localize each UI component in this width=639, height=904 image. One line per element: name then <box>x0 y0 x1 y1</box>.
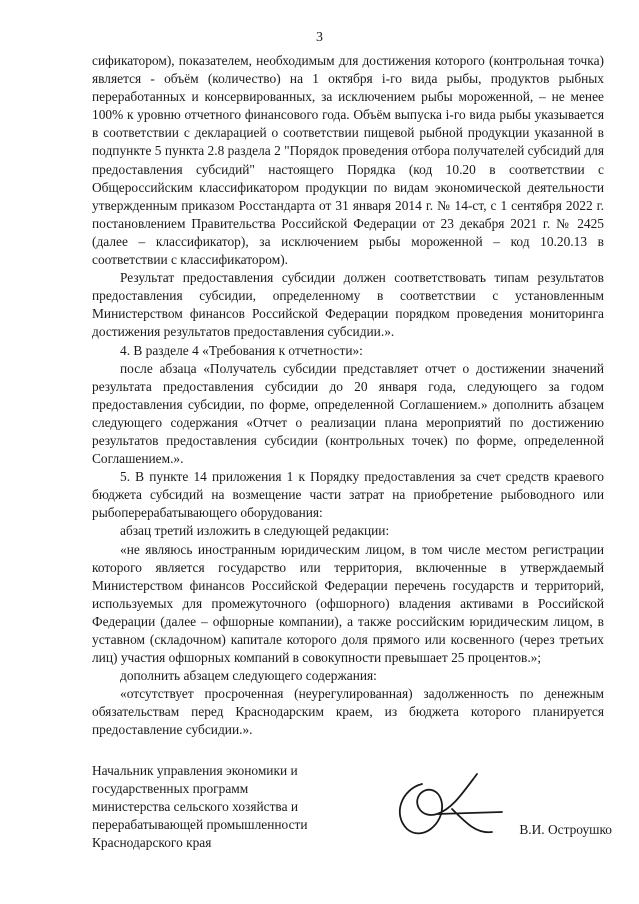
paragraph-after-abzac: после абзаца «Получатель субсидии представляет отчет о достижении значений результата предоставления субсидии до 20 января года, следующего за годом предоставления субсидии, по форме, определенной Соглашением.» дополнить абзацем следующего содержания «Отчет о реализации плана мероприятий по достижению результатов предоставления субсидии (контрольных точек) по форме, определенной Соглашением.». <box>92 360 604 467</box>
handwritten-signature-icon <box>382 754 512 854</box>
paragraph-continuation: сификатором), показателем, необходимым для достижения которого (контрольная точка) является - объём (количество) на 1 октября i-го вида рыбы, продуктов рыбных переработанных и консервированных, за исключением рыбы мороженной, – не менее 100% к уровню отчетного финансового года. Объём выпуска i-го вида рыбы указывается в соответствии с декларацией о соответствии пищевой рыбной продукции указанной в подпункте 5 пункта 2.8 раздела 2 "Порядок проведения отбора получателей субсидий для предоставления субсидий" настоящего Порядка (код 10.20 в соответствии с Общероссийским классификатором продукции по видам экономической деятельности утвержденным приказом Росстандарта от 31 января 2014 г. № 14-ст, с 1 сентября 2022 г. постановлением Правительства Российской Федерации от 23 декабря 2021 г. № 2425 (далее – классификатор), за исключением рыбы мороженной – код 10.20.13 в соответствии с классификатором). <box>92 53 604 268</box>
paragraph-abzac-third: абзац третий изложить в следующей редакции: <box>120 523 390 539</box>
document-body <box>92 52 604 740</box>
paragraph-result: Результат предоставления субсидии должен соответствовать типам результатов предоставления субсидии, определенному в соответствии с установленным Министерством финансов Российской Федерации порядком проведения мониторинга достижения результатов предоставления субсидии.». <box>92 270 604 340</box>
paragraph-point-5: 5. В пункте 14 приложения 1 к Порядку предоставления за счет средств краевого бюджета субсидий на возмещение части затрат на приобретение рыбоводного или рыбоперерабатывающего оборудования: <box>92 469 604 521</box>
paragraph-offshore: «не являюсь иностранным юридическим лицом, в том числе местом регистрации которого является государство или территория, включенные в утверждаемый Министерством финансов Российской Федерации перечень государств и территорий, используемых для промежуточного (офшорного) владения активами в Российской Федерации (далее – офшорные компании), а также российским юридическим лицом, в уставном (складочном) капитале которого доля прямого или косвенного (через третьих лиц) участия офшорных компаний в совокупности превышает 25 процентов.»; <box>92 541 604 666</box>
paragraph-section-4: 4. В разделе 4 «Требования к отчетности»: <box>120 342 363 358</box>
signatory-title: Начальник управления экономики и государственных программ министерства сельского хозяйства и перерабатывающей промышленности Краснодарского края <box>92 763 308 851</box>
page-number: 3 <box>316 30 323 45</box>
paragraph-add-abzac: дополнить абзацем следующего содержания: <box>120 668 377 684</box>
signature-block <box>92 762 612 852</box>
signatory-name: В.И. Остроушко <box>519 822 612 837</box>
paragraph-debt: «отсутствует просроченная (неурегулированная) задолженность по денежным обязательствам перед Краснодарским краем, из бюджета которого планируется предоставление субсидии.». <box>92 686 604 738</box>
